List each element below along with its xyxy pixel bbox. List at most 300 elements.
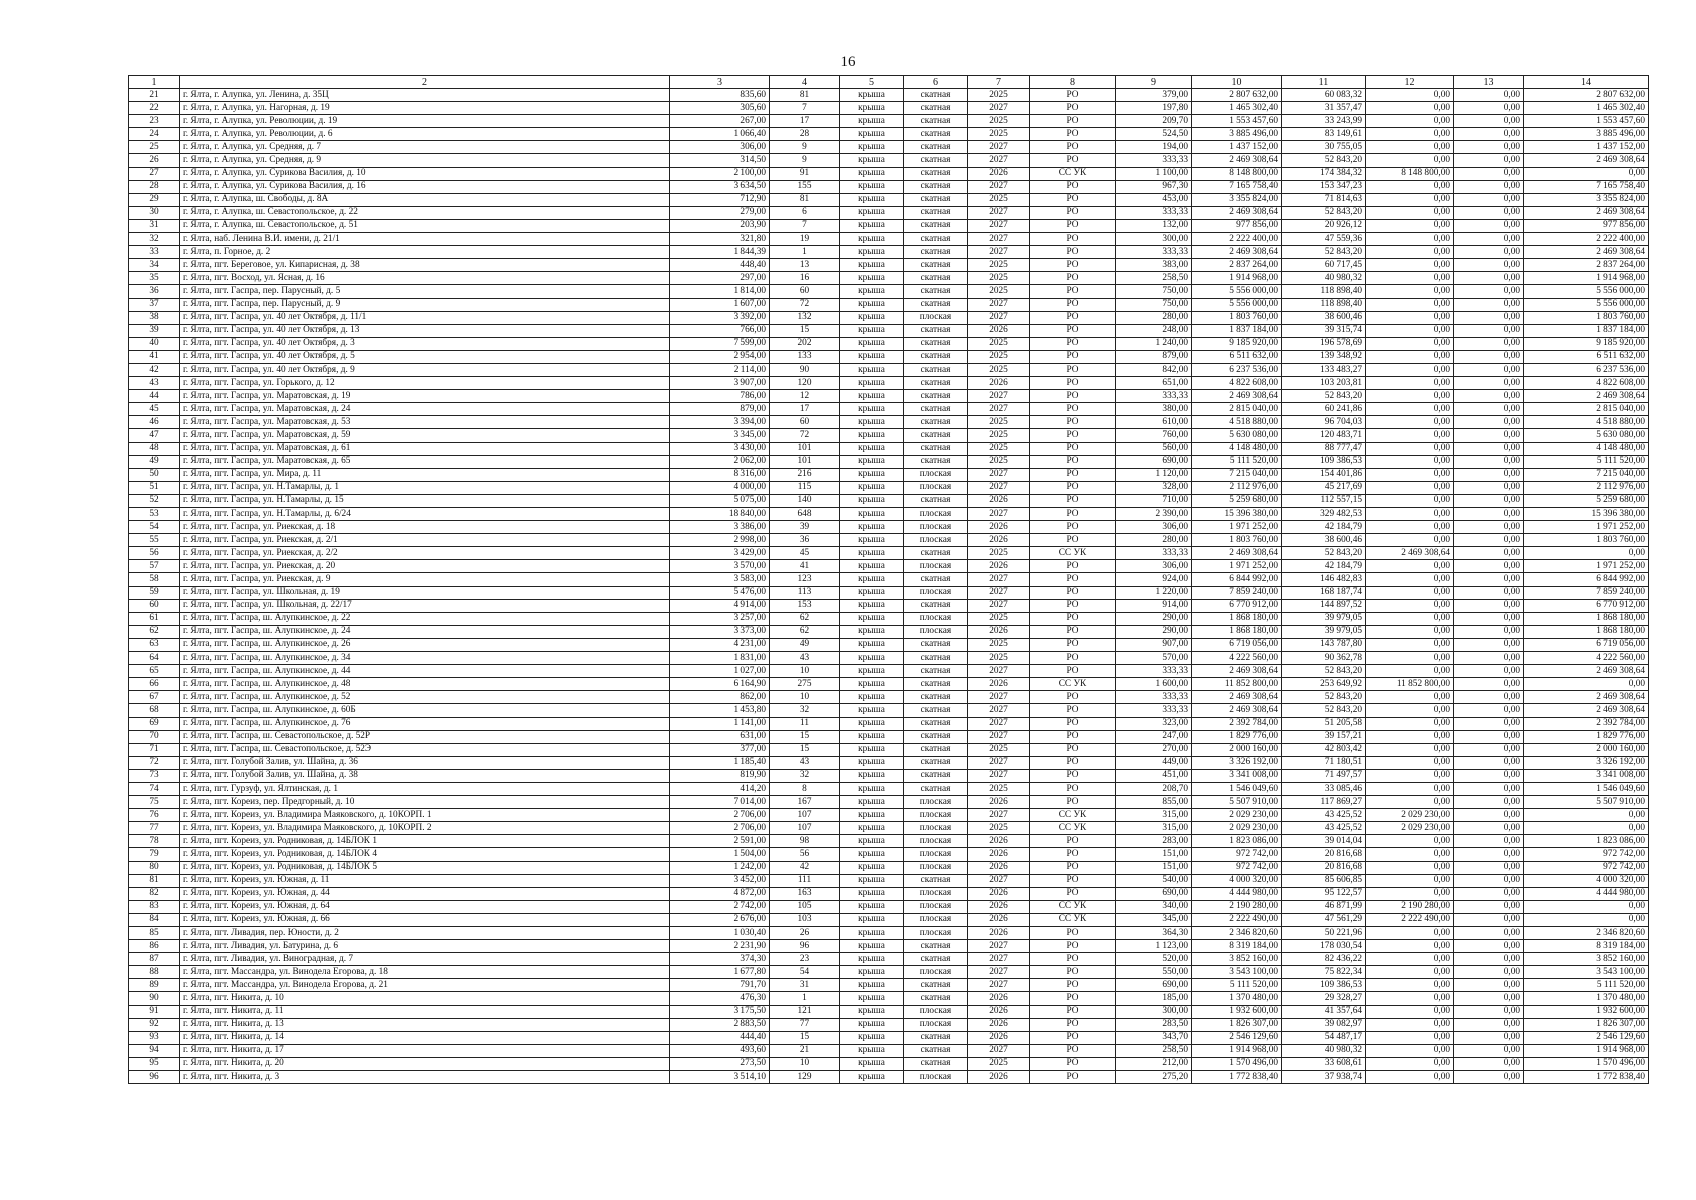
cell-total-cost: 1 553 457,60: [1192, 115, 1282, 128]
table-row: [129, 246, 1649, 259]
cell-area: 1 027,00: [670, 665, 770, 678]
cell-area: 2 114,00: [670, 363, 770, 376]
cell-residents: 43: [770, 756, 840, 769]
cell-funding: СС УК: [1030, 167, 1116, 180]
cell-regional-fund: 1 546 049,60: [1524, 782, 1649, 795]
cell-unit-cost: 1 120,00: [1116, 468, 1192, 481]
cell-year: 2026: [968, 324, 1030, 337]
table-row: [129, 219, 1649, 232]
cell-unit-cost: 194,00: [1116, 141, 1192, 154]
cell-area: 1 677,80: [670, 966, 770, 979]
cell-row-index: 41: [129, 350, 180, 363]
cell-residents: 7: [770, 102, 840, 115]
cell-owner-fund: 0,00: [1366, 1057, 1454, 1070]
cell-owner-fund: 0,00: [1366, 979, 1454, 992]
cell-total-cost: 2 469 308,64: [1192, 390, 1282, 403]
cell-row-index: 65: [129, 665, 180, 678]
cell-total-cost: 6 770 912,00: [1192, 599, 1282, 612]
cell-year: 2026: [968, 861, 1030, 874]
register-table: [128, 75, 1649, 1084]
cell-area: 791,70: [670, 979, 770, 992]
cell-subsidy: 0,00: [1454, 625, 1524, 638]
cell-owner-fund: 0,00: [1366, 625, 1454, 638]
cell-expertise-cost: 71 814,63: [1282, 193, 1366, 206]
cell-unit-cost: 1 600,00: [1116, 678, 1192, 691]
cell-owner-fund: 0,00: [1366, 219, 1454, 232]
cell-address: г. Ялта, пгт. Голубой Залив, ул. Шайна, д. 36: [180, 756, 670, 769]
cell-subsidy: 0,00: [1454, 128, 1524, 141]
cell-funding: РО: [1030, 743, 1116, 756]
table-row: [129, 573, 1649, 586]
column-header: 8: [1030, 76, 1116, 89]
cell-expertise-cost: 52 843,20: [1282, 206, 1366, 219]
cell-owner-fund: 0,00: [1366, 1018, 1454, 1031]
cell-expertise-cost: 52 843,20: [1282, 154, 1366, 167]
cell-expertise-cost: 196 578,69: [1282, 337, 1366, 350]
cell-area: 1 844,39: [670, 246, 770, 259]
cell-address: г. Ялта, пгт. Гаспра, ул. 40 лет Октября, д. 11/1: [180, 311, 670, 324]
cell-owner-fund: 0,00: [1366, 246, 1454, 259]
cell-funding: РО: [1030, 377, 1116, 390]
cell-funding: РО: [1030, 337, 1116, 350]
cell-unit-cost: 924,00: [1116, 573, 1192, 586]
cell-residents: 129: [770, 1071, 840, 1084]
cell-unit-cost: 185,00: [1116, 992, 1192, 1005]
cell-unit-cost: 208,70: [1116, 782, 1192, 795]
cell-expertise-cost: 40 980,32: [1282, 272, 1366, 285]
cell-address: г. Ялта, п. Горное, д. 2: [180, 246, 670, 259]
cell-unit-cost: 333,33: [1116, 246, 1192, 259]
cell-row-index: 84: [129, 913, 180, 926]
cell-subsidy: 0,00: [1454, 809, 1524, 822]
cell-residents: 19: [770, 233, 840, 246]
cell-row-index: 72: [129, 756, 180, 769]
cell-total-cost: 7 165 758,40: [1192, 180, 1282, 193]
cell-element: крыша: [840, 337, 904, 350]
cell-subsidy: 0,00: [1454, 652, 1524, 665]
cell-roof-type: скатная: [904, 102, 968, 115]
cell-area: 3 257,00: [670, 612, 770, 625]
cell-regional-fund: 972 742,00: [1524, 861, 1649, 874]
cell-residents: 133: [770, 350, 840, 363]
cell-year: 2027: [968, 403, 1030, 416]
cell-expertise-cost: 146 482,83: [1282, 573, 1366, 586]
cell-residents: 132: [770, 311, 840, 324]
cell-roof-type: плоская: [904, 887, 968, 900]
cell-expertise-cost: 75 822,34: [1282, 966, 1366, 979]
cell-area: 8 316,00: [670, 468, 770, 481]
table-row: [129, 468, 1649, 481]
cell-funding: РО: [1030, 468, 1116, 481]
cell-total-cost: 2 000 160,00: [1192, 743, 1282, 756]
cell-address: г. Ялта, пгт. Никита, д. 17: [180, 1044, 670, 1057]
cell-owner-fund: 0,00: [1366, 350, 1454, 363]
cell-total-cost: 8 319 184,00: [1192, 940, 1282, 953]
cell-owner-fund: 0,00: [1366, 180, 1454, 193]
cell-roof-type: плоская: [904, 1018, 968, 1031]
cell-owner-fund: 0,00: [1366, 1044, 1454, 1057]
cell-funding: РО: [1030, 350, 1116, 363]
cell-year: 2026: [968, 1005, 1030, 1018]
cell-roof-type: скатная: [904, 874, 968, 887]
cell-total-cost: 2 469 308,64: [1192, 691, 1282, 704]
cell-unit-cost: 283,00: [1116, 835, 1192, 848]
cell-expertise-cost: 71 497,57: [1282, 769, 1366, 782]
cell-owner-fund: 0,00: [1366, 796, 1454, 809]
cell-expertise-cost: 38 600,46: [1282, 534, 1366, 547]
cell-roof-type: плоская: [904, 311, 968, 324]
cell-year: 2027: [968, 298, 1030, 311]
cell-total-cost: 2 815 040,00: [1192, 403, 1282, 416]
cell-year: 2025: [968, 89, 1030, 102]
cell-area: 1 242,00: [670, 861, 770, 874]
cell-unit-cost: 209,70: [1116, 115, 1192, 128]
cell-area: 3 392,00: [670, 311, 770, 324]
cell-unit-cost: 379,00: [1116, 89, 1192, 102]
cell-year: 2025: [968, 652, 1030, 665]
cell-year: 2026: [968, 913, 1030, 926]
cell-funding: РО: [1030, 102, 1116, 115]
cell-row-index: 39: [129, 324, 180, 337]
cell-element: крыша: [840, 1071, 904, 1084]
cell-roof-type: плоская: [904, 809, 968, 822]
cell-roof-type: скатная: [904, 717, 968, 730]
cell-owner-fund: 0,00: [1366, 521, 1454, 534]
table-row: [129, 612, 1649, 625]
cell-subsidy: 0,00: [1454, 403, 1524, 416]
cell-subsidy: 0,00: [1454, 678, 1524, 691]
cell-total-cost: 4 148 480,00: [1192, 442, 1282, 455]
cell-row-index: 27: [129, 167, 180, 180]
cell-regional-fund: 0,00: [1524, 822, 1649, 835]
cell-year: 2025: [968, 416, 1030, 429]
cell-residents: 1: [770, 992, 840, 1005]
cell-address: г. Ялта, г. Алупка, ул. Нагорная, д. 19: [180, 102, 670, 115]
cell-year: 2027: [968, 665, 1030, 678]
cell-roof-type: плоская: [904, 1071, 968, 1084]
cell-address: г. Ялта, г. Алупка, ул. Сурикова Василия, д. 16: [180, 180, 670, 193]
cell-total-cost: 1 914 968,00: [1192, 1044, 1282, 1057]
cell-area: 3 583,00: [670, 573, 770, 586]
cell-area: 631,00: [670, 730, 770, 743]
cell-owner-fund: 11 852 800,00: [1366, 678, 1454, 691]
cell-total-cost: 4 822 608,00: [1192, 377, 1282, 390]
cell-address: г. Ялта, пгт. Гаспра, ш. Алупкинское, д. 34: [180, 652, 670, 665]
cell-year: 2025: [968, 638, 1030, 651]
cell-subsidy: 0,00: [1454, 154, 1524, 167]
cell-funding: РО: [1030, 966, 1116, 979]
cell-subsidy: 0,00: [1454, 835, 1524, 848]
cell-expertise-cost: 20 816,68: [1282, 848, 1366, 861]
cell-owner-fund: 0,00: [1366, 494, 1454, 507]
cell-residents: 15: [770, 324, 840, 337]
table-row: [129, 652, 1649, 665]
cell-area: 2 706,00: [670, 822, 770, 835]
cell-unit-cost: 132,00: [1116, 219, 1192, 232]
cell-address: г. Ялта, пгт. Восход, ул. Ясная, д. 16: [180, 272, 670, 285]
cell-expertise-cost: 174 384,32: [1282, 167, 1366, 180]
cell-roof-type: скатная: [904, 455, 968, 468]
table-row: [129, 704, 1649, 717]
cell-year: 2025: [968, 337, 1030, 350]
cell-regional-fund: 2 469 308,64: [1524, 665, 1649, 678]
cell-address: г. Ялта, пгт. Ливадия, ул. Виноградная, д. 7: [180, 953, 670, 966]
cell-address: г. Ялта, пгт. Гаспра, ш. Алупкинское, д. 24: [180, 625, 670, 638]
cell-total-cost: 3 852 160,00: [1192, 953, 1282, 966]
cell-roof-type: скатная: [904, 678, 968, 691]
cell-residents: 23: [770, 953, 840, 966]
cell-area: 1 814,00: [670, 285, 770, 298]
cell-residents: 72: [770, 298, 840, 311]
cell-element: крыша: [840, 494, 904, 507]
cell-year: 2027: [968, 246, 1030, 259]
table-row: [129, 1044, 1649, 1057]
cell-element: крыша: [840, 940, 904, 953]
cell-address: г. Ялта, пгт. Гаспра, ш. Севастопольское, д. 52Э: [180, 743, 670, 756]
cell-unit-cost: 280,00: [1116, 534, 1192, 547]
cell-address: г. Ялта, пгт. Гаспра, ул. Маратовская, д. 19: [180, 390, 670, 403]
cell-unit-cost: 247,00: [1116, 730, 1192, 743]
cell-year: 2025: [968, 259, 1030, 272]
cell-area: 6 164,90: [670, 678, 770, 691]
cell-address: г. Ялта, пгт. Гаспра, ул. Н.Тамарлы, д. 1: [180, 481, 670, 494]
cell-year: 2027: [968, 979, 1030, 992]
table-row: [129, 494, 1649, 507]
cell-year: 2026: [968, 494, 1030, 507]
cell-year: 2025: [968, 193, 1030, 206]
cell-roof-type: скатная: [904, 377, 968, 390]
cell-subsidy: 0,00: [1454, 953, 1524, 966]
cell-residents: 107: [770, 822, 840, 835]
table-row: [129, 508, 1649, 521]
cell-row-index: 79: [129, 848, 180, 861]
cell-area: 1 066,40: [670, 128, 770, 141]
cell-unit-cost: 333,33: [1116, 154, 1192, 167]
cell-expertise-cost: 82 436,22: [1282, 953, 1366, 966]
table-row: [129, 992, 1649, 1005]
table-row: [129, 89, 1649, 102]
cell-year: 2027: [968, 233, 1030, 246]
cell-subsidy: 0,00: [1454, 429, 1524, 442]
cell-element: крыша: [840, 468, 904, 481]
cell-element: крыша: [840, 534, 904, 547]
cell-regional-fund: 1 971 252,00: [1524, 560, 1649, 573]
cell-residents: 32: [770, 704, 840, 717]
column-header: 2: [180, 76, 670, 89]
cell-total-cost: 1 546 049,60: [1192, 782, 1282, 795]
cell-funding: РО: [1030, 848, 1116, 861]
cell-total-cost: 1 465 302,40: [1192, 102, 1282, 115]
cell-total-cost: 972 742,00: [1192, 861, 1282, 874]
cell-subsidy: 0,00: [1454, 704, 1524, 717]
cell-expertise-cost: 43 425,52: [1282, 809, 1366, 822]
cell-owner-fund: 0,00: [1366, 782, 1454, 795]
cell-subsidy: 0,00: [1454, 1057, 1524, 1070]
cell-element: крыша: [840, 481, 904, 494]
cell-total-cost: 2 469 308,64: [1192, 665, 1282, 678]
cell-address: г. Ялта, пгт. Кореиз, ул. Родниковая, д. 14БЛОК 1: [180, 835, 670, 848]
cell-funding: РО: [1030, 573, 1116, 586]
cell-residents: 96: [770, 940, 840, 953]
cell-total-cost: 1 837 184,00: [1192, 324, 1282, 337]
cell-owner-fund: 0,00: [1366, 193, 1454, 206]
cell-regional-fund: 1 837 184,00: [1524, 324, 1649, 337]
cell-area: 2 100,00: [670, 167, 770, 180]
cell-element: крыша: [840, 678, 904, 691]
cell-expertise-cost: 139 348,92: [1282, 350, 1366, 363]
cell-total-cost: 15 396 380,00: [1192, 508, 1282, 521]
table-row: [129, 285, 1649, 298]
cell-unit-cost: 290,00: [1116, 612, 1192, 625]
cell-area: 444,40: [670, 1031, 770, 1044]
cell-row-index: 50: [129, 468, 180, 481]
cell-total-cost: 3 885 496,00: [1192, 128, 1282, 141]
cell-owner-fund: 0,00: [1366, 1005, 1454, 1018]
cell-subsidy: 0,00: [1454, 350, 1524, 363]
cell-regional-fund: 2 346 820,60: [1524, 927, 1649, 940]
cell-residents: 9: [770, 141, 840, 154]
cell-residents: 60: [770, 285, 840, 298]
table-row: [129, 128, 1649, 141]
cell-owner-fund: 0,00: [1366, 835, 1454, 848]
cell-unit-cost: 1 240,00: [1116, 337, 1192, 350]
cell-row-index: 45: [129, 403, 180, 416]
cell-unit-cost: 197,80: [1116, 102, 1192, 115]
cell-area: 1 607,00: [670, 298, 770, 311]
cell-element: крыша: [840, 429, 904, 442]
table-row: [129, 599, 1649, 612]
cell-roof-type: плоская: [904, 822, 968, 835]
cell-regional-fund: 0,00: [1524, 809, 1649, 822]
cell-unit-cost: 1 100,00: [1116, 167, 1192, 180]
cell-row-index: 54: [129, 521, 180, 534]
cell-year: 2027: [968, 390, 1030, 403]
cell-year: 2025: [968, 782, 1030, 795]
cell-element: крыша: [840, 363, 904, 376]
cell-residents: 202: [770, 337, 840, 350]
cell-year: 2027: [968, 809, 1030, 822]
cell-subsidy: 0,00: [1454, 1071, 1524, 1084]
table-row: [129, 822, 1649, 835]
cell-total-cost: 1 829 776,00: [1192, 730, 1282, 743]
cell-funding: РО: [1030, 1057, 1116, 1070]
table-row: [129, 1071, 1649, 1084]
cell-subsidy: 0,00: [1454, 377, 1524, 390]
cell-total-cost: 972 742,00: [1192, 848, 1282, 861]
cell-area: 2 883,50: [670, 1018, 770, 1031]
cell-expertise-cost: 41 357,64: [1282, 1005, 1366, 1018]
cell-year: 2026: [968, 848, 1030, 861]
cell-element: крыша: [840, 128, 904, 141]
cell-element: крыша: [840, 521, 904, 534]
cell-address: г. Ялта, пгт. Гаспра, ш. Алупкинское, д. 76: [180, 717, 670, 730]
cell-roof-type: плоская: [904, 560, 968, 573]
cell-owner-fund: 0,00: [1366, 285, 1454, 298]
cell-funding: СС УК: [1030, 678, 1116, 691]
cell-row-index: 53: [129, 508, 180, 521]
cell-subsidy: 0,00: [1454, 1005, 1524, 1018]
cell-roof-type: скатная: [904, 390, 968, 403]
cell-unit-cost: 1 123,00: [1116, 940, 1192, 953]
cell-element: крыша: [840, 992, 904, 1005]
table-row: [129, 1057, 1649, 1070]
table-row: [129, 363, 1649, 376]
cell-roof-type: скатная: [904, 350, 968, 363]
cell-address: г. Ялта, пгт. Гаспра, ул. Мира, д. 11: [180, 468, 670, 481]
cell-subsidy: 0,00: [1454, 233, 1524, 246]
cell-roof-type: скатная: [904, 180, 968, 193]
cell-address: г. Ялта, пгт. Гаспра, ш. Алупкинское, д. 48: [180, 678, 670, 691]
cell-address: г. Ялта, пгт. Гаспра, ул. Н.Тамарлы, д. 6/24: [180, 508, 670, 521]
cell-total-cost: 2 837 264,00: [1192, 259, 1282, 272]
cell-row-index: 68: [129, 704, 180, 717]
column-header: 5: [840, 76, 904, 89]
cell-subsidy: 0,00: [1454, 193, 1524, 206]
cell-expertise-cost: 37 938,74: [1282, 1071, 1366, 1084]
cell-roof-type: скатная: [904, 547, 968, 560]
cell-subsidy: 0,00: [1454, 390, 1524, 403]
cell-owner-fund: 0,00: [1366, 259, 1454, 272]
cell-regional-fund: 9 185 920,00: [1524, 337, 1649, 350]
cell-address: г. Ялта, пгт. Ливадия, пер. Юности, д. 2: [180, 927, 670, 940]
cell-unit-cost: 451,00: [1116, 769, 1192, 782]
table-row: [129, 272, 1649, 285]
table-row: [129, 403, 1649, 416]
cell-address: г. Ялта, пгт. Гаспра, ул. Н.Тамарлы, д. 15: [180, 494, 670, 507]
table-header-row: [129, 76, 1649, 89]
cell-address: г. Ялта, пгт. Гаспра, ул. 40 лет Октября, д. 5: [180, 350, 670, 363]
cell-year: 2025: [968, 743, 1030, 756]
cell-residents: 62: [770, 612, 840, 625]
cell-funding: СС УК: [1030, 547, 1116, 560]
cell-residents: 43: [770, 652, 840, 665]
cell-unit-cost: 333,33: [1116, 665, 1192, 678]
cell-row-index: 88: [129, 966, 180, 979]
cell-row-index: 55: [129, 534, 180, 547]
cell-roof-type: скатная: [904, 167, 968, 180]
cell-unit-cost: 315,00: [1116, 809, 1192, 822]
cell-row-index: 67: [129, 691, 180, 704]
cell-regional-fund: 0,00: [1524, 678, 1649, 691]
cell-roof-type: скатная: [904, 416, 968, 429]
cell-funding: РО: [1030, 1031, 1116, 1044]
cell-address: г. Ялта, г. Алупка, ул. Революции, д. 19: [180, 115, 670, 128]
cell-owner-fund: 0,00: [1366, 1031, 1454, 1044]
table-row: [129, 835, 1649, 848]
cell-year: 2025: [968, 128, 1030, 141]
cell-roof-type: плоская: [904, 900, 968, 913]
cell-total-cost: 4 444 980,00: [1192, 887, 1282, 900]
cell-residents: 123: [770, 573, 840, 586]
cell-address: г. Ялта, пгт. Гаспра, ш. Севастопольское, д. 52Р: [180, 730, 670, 743]
cell-element: крыша: [840, 154, 904, 167]
cell-funding: РО: [1030, 782, 1116, 795]
cell-regional-fund: 1 437 152,00: [1524, 141, 1649, 154]
cell-owner-fund: 0,00: [1366, 874, 1454, 887]
cell-owner-fund: 0,00: [1366, 324, 1454, 337]
cell-subsidy: 0,00: [1454, 612, 1524, 625]
cell-element: крыша: [840, 1018, 904, 1031]
cell-total-cost: 9 185 920,00: [1192, 337, 1282, 350]
cell-total-cost: 1 570 496,00: [1192, 1057, 1282, 1070]
cell-unit-cost: 690,00: [1116, 455, 1192, 468]
cell-owner-fund: 0,00: [1366, 377, 1454, 390]
cell-owner-fund: 0,00: [1366, 89, 1454, 102]
cell-area: 819,90: [670, 769, 770, 782]
cell-address: г. Ялта, г. Алупка, ул. Средняя, д. 9: [180, 154, 670, 167]
cell-roof-type: скатная: [904, 128, 968, 141]
cell-total-cost: 8 148 800,00: [1192, 167, 1282, 180]
